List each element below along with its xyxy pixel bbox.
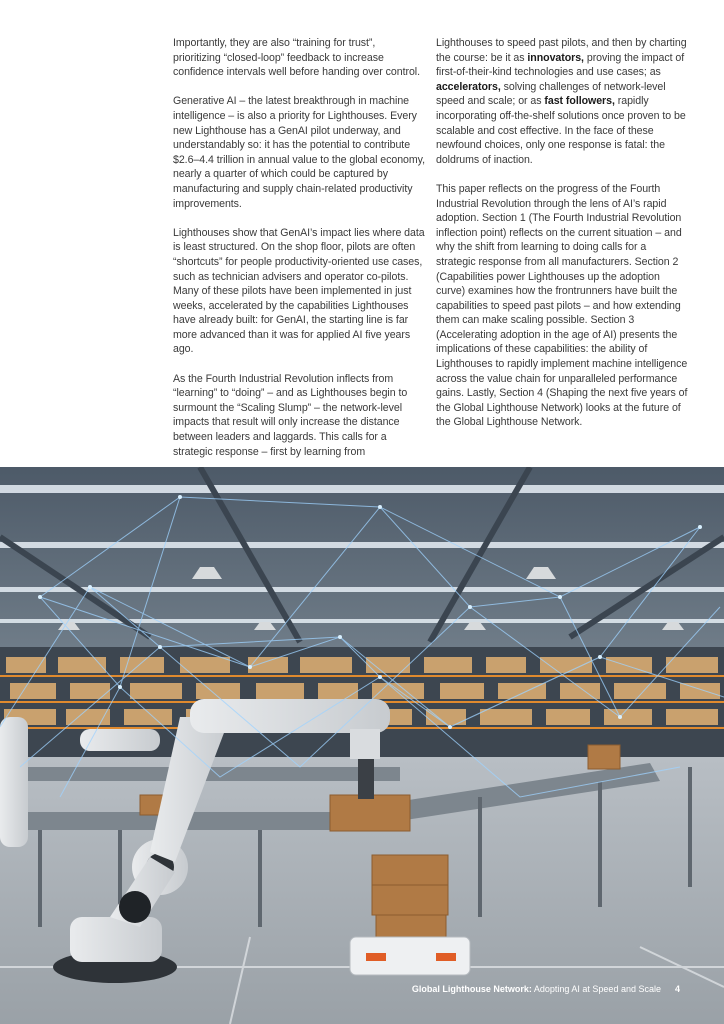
left-text-column bbox=[173, 36, 425, 474]
right-text-column bbox=[436, 36, 688, 445]
paragraph-paper-outline: This paper reflects on the progress of the Fourth Industrial Revolution through the lens of AI’s rapid adoption. Section 1 (The Fourth Industrial Revolution inflection point) reflects on the current situation – and why the shift from learning to doing calls for a strategic response from all manufacturers. Section 2 (Capabilities power Lighthouses up the adoption curve) examines how the frontrunners have built the capabilities to speed past pilots – and how extending them can make scaling possible. Section 3 (Accelerating adoption in the age of AI) presents the implications of these capabilities: the ability of Lighthouses to rapidly implement machine intelligence across the value chain for unparalleled performance gains. Lastly, Section 4 (Shaping the next five years of the Global Lighthouse Network) looks at the future of the Global Lighthouse Network. bbox=[436, 182, 688, 429]
emphasis-fast-followers: fast followers, bbox=[544, 95, 615, 108]
text-run: Lighthouses to speed past pilots, and then by charting the course: be it as bbox=[436, 37, 687, 64]
paragraph-strategic-response bbox=[436, 36, 688, 167]
page-number: 4 bbox=[674, 984, 680, 994]
paragraph-generative-ai: Generative AI – the latest breakthrough in machine intelligence – is also a priority for Lighthouses. Every new Lighthouse has a GenAI pilot underway, and understandably so: it has the potential to contribute $2.6–4.4 trillion in annual value to the global economy, nearly a quarter of which could be captured by manufacturing and supply chain-related productivity improvements. bbox=[173, 95, 426, 210]
page-footer bbox=[412, 984, 680, 994]
warehouse-robotics-photo bbox=[0, 467, 724, 1024]
text-run: rapidly incorporating off-the-shelf solutions once proven to be scalable and cost effective. In the face of these newfound choices, only one response is fatal: the doldrums of inaction. bbox=[436, 95, 686, 166]
paragraph-training-for-trust: Importantly, they are also “training for trust”, prioritizing “closed-loop” feedback to increase confidence intervals well before handing over control. bbox=[173, 37, 420, 79]
emphasis-innovators: innovators, bbox=[527, 51, 584, 64]
paragraph-genai-impact: Lighthouses show that GenAI’s impact lies where data is least structured. On the shop floor, pilots are often “shortcuts” for people productivity-oriented use cases, such as technician advisers and operator co-pilots. Many of these pilots have been implemented in just weeks, accelerated by the capabilities Lighthouses have already built: for GenAI, the starting line is far more advanced than it was for applied AI five years ago. bbox=[173, 226, 425, 356]
footer-report-title: Adopting AI at Speed and Scale bbox=[531, 984, 661, 994]
paragraph-fourth-industrial-revolution: As the Fourth Industrial Revolution inflects from “learning” to “doing” – and as Lighthouses begin to surmount the “Scaling Slump” – the network-level impacts that result will only increase the distance between leaders and laggards. This calls for a strategic response – first by learning from bbox=[173, 372, 408, 458]
text-run: solving challenges of network-level speed and scale; or as bbox=[436, 80, 666, 108]
text-run: proving the impact of first-of-their-kind technologies and use cases; as bbox=[436, 51, 685, 79]
emphasis-accelerators: accelerators, bbox=[436, 80, 501, 93]
footer-report-title-bold: Global Lighthouse Network: bbox=[411, 984, 532, 994]
